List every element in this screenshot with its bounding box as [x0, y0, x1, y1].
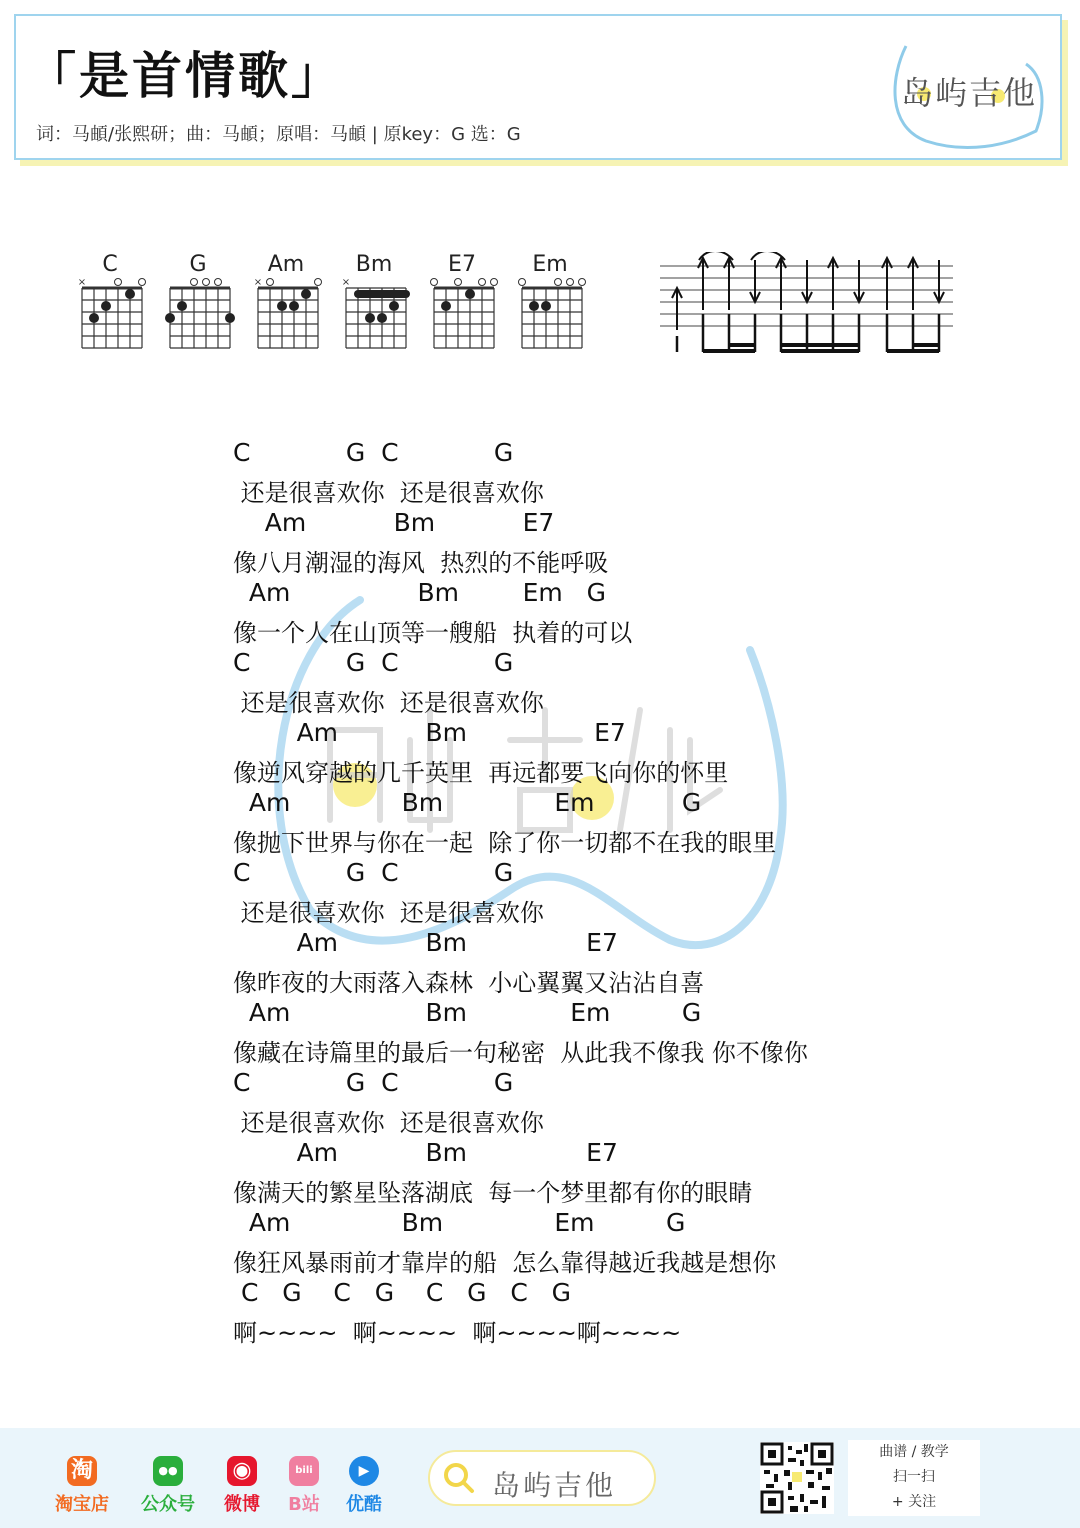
- sheet-row: [233, 998, 933, 1068]
- qr-caption-line: 扫一扫: [893, 1469, 935, 1485]
- qr-code: [760, 1442, 834, 1514]
- qr-code-icon: [760, 1442, 834, 1514]
- lyric-line: 像八月潮湿的海风 热烈的不能呼吸: [233, 549, 609, 577]
- chord-line: Am Bm E7: [233, 508, 555, 537]
- sheet-row: [233, 1068, 933, 1138]
- chord-diagram-am: [246, 250, 326, 360]
- bilibili-label: B站: [288, 1494, 320, 1515]
- bilibili-link[interactable]: [274, 1456, 334, 1516]
- sheet-row: [233, 788, 933, 858]
- chord-line: C G C G: [233, 648, 514, 677]
- logo-text: 岛屿吉他: [901, 74, 1038, 112]
- chord-grid-icon: [246, 276, 326, 356]
- strum-pattern-icon: [655, 252, 955, 356]
- chord-line: Am Bm E7: [233, 718, 626, 747]
- taobao-icon: 淘: [67, 1456, 97, 1486]
- chord-line: Am Bm Em G: [233, 578, 606, 607]
- chord-diagram-g: [158, 250, 238, 360]
- sheet-row: [233, 1208, 933, 1278]
- chord-line: Am Bm Em G: [233, 788, 702, 817]
- sheet-row: [233, 648, 933, 718]
- youku-link[interactable]: [334, 1456, 394, 1516]
- chord-grid-icon: [334, 276, 414, 356]
- weibo-label: 微博: [224, 1494, 260, 1515]
- chord-diagram-em: [510, 250, 590, 360]
- taobao-label: 淘宝店: [55, 1494, 109, 1515]
- lyric-line: 还是很喜欢你 还是很喜欢你: [233, 689, 544, 717]
- lyric-line: 还是很喜欢你 还是很喜欢你: [233, 899, 544, 927]
- chord-name: Am: [267, 252, 305, 277]
- lyric-line: 像藏在诗篇里的最后一句秘密 从此我不像我 你不像你: [233, 1039, 808, 1067]
- chord-grid-icon: [510, 276, 590, 356]
- wechat-link[interactable]: [138, 1456, 198, 1516]
- chord-line: Am Bm E7: [233, 1138, 618, 1167]
- chord-diagram-bm: [334, 250, 414, 360]
- lyric-line: 像逆风穿越的几千英里 再远都要飞向你的怀里: [233, 759, 729, 787]
- sheet-row: [233, 858, 933, 928]
- search-box[interactable]: [428, 1450, 656, 1506]
- chord-grid-icon: [70, 276, 150, 356]
- sheet-row: [233, 508, 933, 578]
- youku-icon: ▶: [349, 1456, 379, 1486]
- chord-line: C G C G: [233, 438, 514, 467]
- weibo-link[interactable]: [212, 1456, 272, 1516]
- chord-diagram-c: [70, 250, 150, 360]
- strum-pattern: [655, 252, 955, 360]
- search-text: 岛屿吉他: [492, 1469, 617, 1502]
- wechat-label: 公众号: [141, 1494, 195, 1515]
- qr-caption: [848, 1440, 980, 1516]
- song-credits: 词：马頔/张熙研；曲：马頔；原唱：马頔 | 原key：G 选：G: [36, 124, 521, 145]
- lyric-line: 像满天的繁星坠落湖底 每一个梦里都有你的眼睛: [233, 1179, 753, 1207]
- song-title: 「是首情歌」: [26, 47, 344, 105]
- chord-grid-icon: [158, 276, 238, 356]
- sheet-row: [233, 438, 933, 508]
- lyric-line: 像狂风暴雨前才靠岸的船 怎么靠得越近我越是想你: [233, 1249, 777, 1277]
- chord-grid-icon: [422, 276, 502, 356]
- chord-diagram-e7: [422, 250, 502, 360]
- chord-line: Am Bm E7: [233, 928, 618, 957]
- lyric-line: 像抛下世界与你在一起 除了你一切都不在我的眼里: [233, 829, 777, 857]
- lyric-line: 像昨夜的大雨落入森林 小心翼翼又沾沾自喜: [233, 969, 705, 997]
- sheet-row: [233, 718, 933, 788]
- search-icon: [442, 1461, 476, 1495]
- header-card: [14, 14, 1062, 160]
- chord-line: Am Bm Em G: [233, 998, 702, 1027]
- lyric-line: 还是很喜欢你 还是很喜欢你: [233, 1109, 544, 1137]
- chord-name: E7: [448, 252, 476, 277]
- sheet-row: [233, 578, 933, 648]
- bilibili-icon: bili: [289, 1456, 319, 1486]
- svg-text:×: ×: [341, 277, 351, 288]
- chord-line: Am Bm Em G: [233, 1208, 686, 1237]
- chord-name: C: [102, 252, 118, 277]
- qr-caption-line: + 关注: [891, 1494, 937, 1510]
- chord-diagrams: [70, 250, 610, 360]
- sheet-row: [233, 1278, 933, 1348]
- svg-text:×: ×: [77, 277, 87, 288]
- wechat-icon: ●●: [153, 1456, 183, 1486]
- taobao-link[interactable]: [52, 1456, 112, 1516]
- youku-label: 优酷: [346, 1494, 382, 1515]
- chord-line: C G C G C G C G: [233, 1278, 572, 1307]
- chord-name: Bm: [355, 252, 393, 277]
- sheet-row: [233, 1138, 933, 1208]
- lyric-line: 还是很喜欢你 还是很喜欢你: [233, 479, 544, 507]
- chord-line: C G C G: [233, 1068, 514, 1097]
- sheet-row: [233, 928, 933, 998]
- lyric-line: 啊~~~~ 啊~~~~ 啊~~~~啊~~~~: [233, 1319, 682, 1347]
- lyric-line: 像一个人在山顶等一艘船 执着的可以: [233, 619, 633, 647]
- weibo-icon: ◉: [227, 1456, 257, 1486]
- chord-name: G: [189, 252, 207, 277]
- qr-caption-line: 曲谱 / 教学: [879, 1444, 949, 1460]
- svg-text:×: ×: [253, 277, 263, 288]
- footer-bar: [0, 1428, 1080, 1528]
- chord-name: Em: [532, 252, 568, 277]
- brand-logo: [886, 36, 1046, 156]
- lyrics-sheet: [233, 438, 933, 1348]
- chord-line: C G C G: [233, 858, 514, 887]
